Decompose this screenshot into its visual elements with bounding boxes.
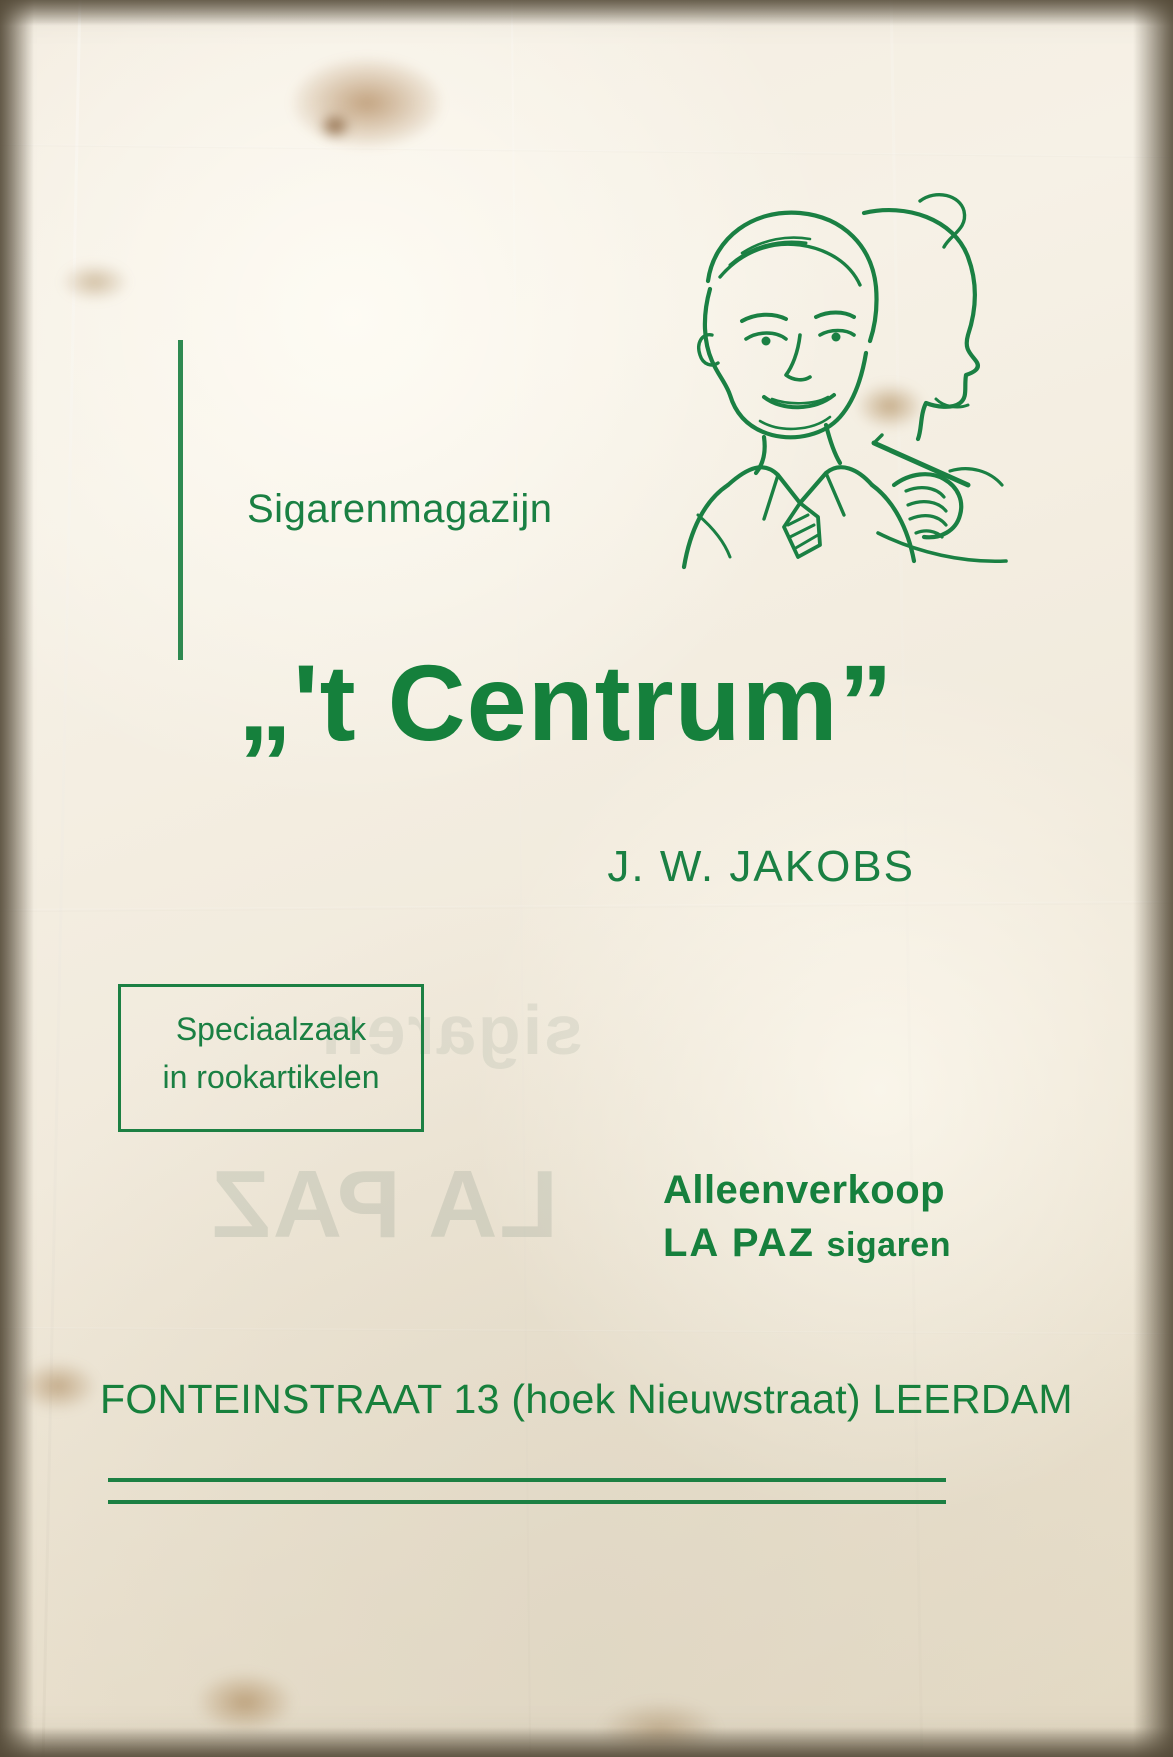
shop-name: „'t Centrum” bbox=[238, 642, 894, 763]
owner-name: J. W. JAKOBS bbox=[607, 842, 915, 891]
exclusive-line-2 bbox=[663, 1221, 951, 1266]
show-through-text: LA PAZ bbox=[210, 1151, 558, 1258]
show-through-text: sigaren bbox=[320, 991, 583, 1069]
vertical-rule bbox=[178, 340, 183, 660]
kicker-text: Sigarenmagazijn bbox=[247, 487, 553, 531]
bottom-rule-lower bbox=[108, 1500, 946, 1504]
brand-suffix: sigaren bbox=[826, 1226, 951, 1264]
bottom-rule-upper bbox=[108, 1478, 946, 1482]
speciality-line-2: in rookartikelen bbox=[162, 1059, 380, 1095]
speciality-line-1: Speciaalzaak bbox=[175, 1011, 367, 1047]
brand-name: LA PAZ bbox=[662, 1221, 815, 1265]
exclusive-distribution bbox=[663, 1168, 951, 1266]
exclusive-line-1: Alleenverkoop bbox=[662, 1168, 946, 1212]
smoking-man-illustration bbox=[668, 185, 1028, 575]
speciality-box bbox=[118, 984, 424, 1132]
address-line: FONTEINSTRAAT 13 (hoek Nieuwstraat) LEERDAM bbox=[100, 1376, 1073, 1422]
smoking-man-icon bbox=[668, 185, 1028, 575]
